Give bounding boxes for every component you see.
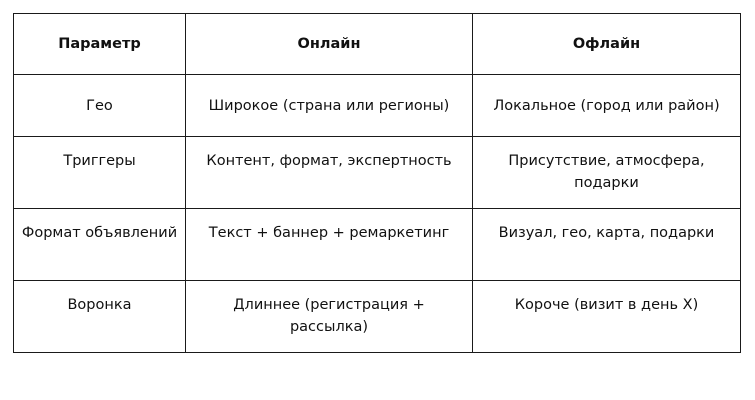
cell-parameter: Гео <box>14 75 186 137</box>
table-row <box>14 75 741 137</box>
cell-online: Длиннее (регистрация + рассылка) <box>186 281 473 353</box>
table-row <box>14 281 741 353</box>
cell-offline: Визуал, гео, карта, подарки <box>473 209 741 281</box>
cell-offline: Локальное (город или район) <box>473 75 741 137</box>
cell-parameter: Формат объявлений <box>14 209 186 281</box>
cell-online: Текст + баннер + ремаркетинг <box>186 209 473 281</box>
header-offline: Офлайн <box>473 14 741 75</box>
comparison-table <box>13 13 741 353</box>
cell-online: Контент, формат, экспертность <box>186 137 473 209</box>
comparison-table-container <box>13 13 741 353</box>
table-header-row <box>14 14 741 75</box>
cell-parameter: Воронка <box>14 281 186 353</box>
cell-offline: Присутствие, атмосфера, подарки <box>473 137 741 209</box>
cell-parameter: Триггеры <box>14 137 186 209</box>
table-row <box>14 209 741 281</box>
table-row <box>14 137 741 209</box>
cell-online: Широкое (страна или регионы) <box>186 75 473 137</box>
header-parameter: Параметр <box>14 14 186 75</box>
header-online: Онлайн <box>186 14 473 75</box>
cell-offline: Короче (визит в день Х) <box>473 281 741 353</box>
